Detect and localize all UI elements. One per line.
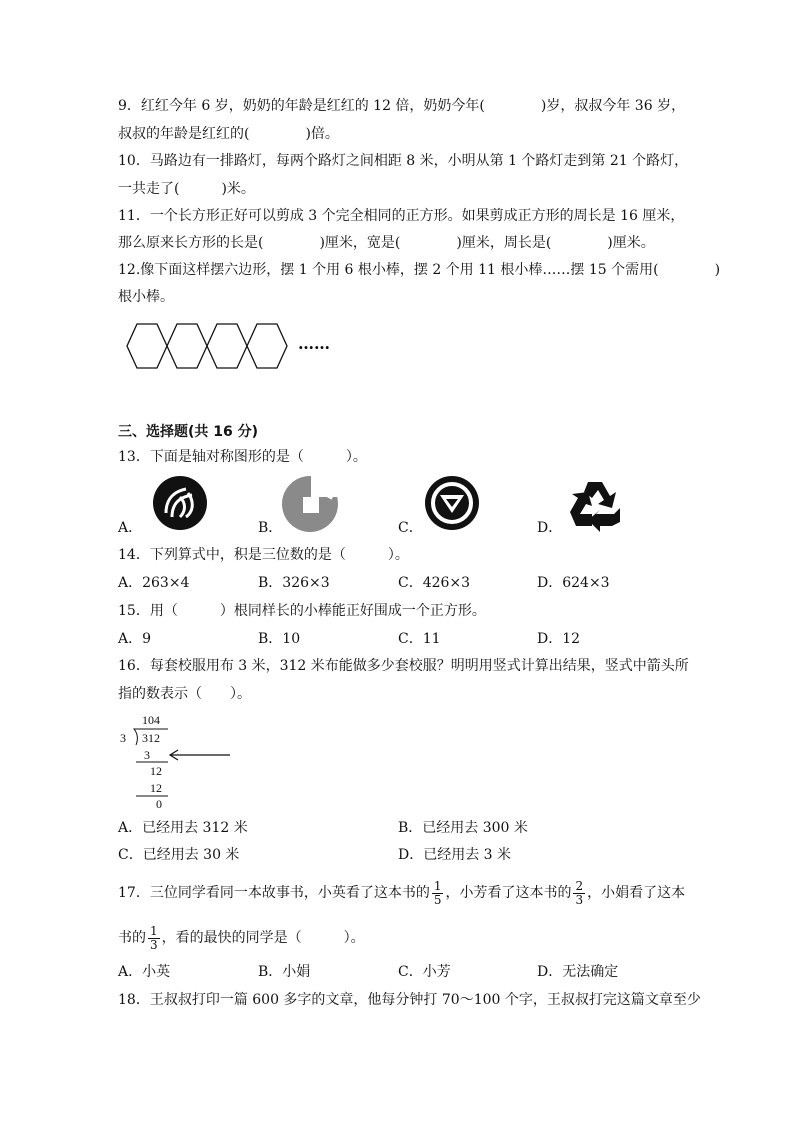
division-divisor: 3 (120, 731, 126, 745)
q11-line2: 那么原来长方形的长是( )厘米，宽是( )厘米，周长是( )厘米。 (118, 235, 655, 251)
hexagon-2 (167, 324, 207, 368)
q16-line1: 16．每套校服用布 3 米，312 米布能做多少套校服？明明用竖式计算出结果，竖式中箭头所 (118, 658, 689, 674)
q16-line2: 指的数表示（ ）。 (118, 686, 251, 702)
q17-option-d[interactable]: D．无法确定 (537, 964, 619, 980)
q16-option-c[interactable]: C．已经用去 30 米 (118, 847, 240, 863)
fraction-two-thirds: $\frac{2}{3}$ (575, 878, 584, 907)
q14-option-c[interactable]: C．426×3 (398, 575, 471, 591)
q13-option-c[interactable]: C． (398, 520, 423, 536)
q16-option-b[interactable]: B．已经用去 300 米 (398, 820, 528, 836)
division-dividend: 312 (142, 731, 160, 745)
q15-option-a[interactable]: A．9 (118, 631, 152, 647)
arrow (170, 750, 230, 760)
q16-option-a[interactable]: A．已经用去 312 米 (118, 820, 248, 836)
q15-stem: 15．用（ ）根同样长的小棒能正好围成一个正方形。 (118, 603, 486, 619)
q17-option-b[interactable]: B．小娟 (258, 964, 311, 980)
division-quotient: 104 (142, 713, 160, 727)
q13-option-b[interactable]: B． (258, 520, 283, 536)
hexagon-4 (247, 324, 287, 368)
q17-text-2: ，小芳看了这本书的 (445, 885, 572, 901)
long-division-figure (118, 712, 238, 812)
q16-option-d[interactable]: D．已经用去 3 米 (398, 847, 512, 863)
q14-stem: 14．下列算式中，积是三位数的是（ ）。 (118, 547, 409, 563)
hexagon-row-figure (125, 321, 295, 371)
q13-option-d[interactable]: D． (537, 520, 563, 536)
q17-text-3: ，小娟看了这本 (587, 885, 686, 901)
q13-stem: 13．下面是轴对称图形的是（ ）。 (118, 449, 367, 465)
fraction-one-fifth: $\frac{1}{5}$ (433, 878, 442, 907)
recycle-icon (566, 478, 624, 530)
q15-option-b[interactable]: B．10 (258, 631, 301, 647)
q14-option-b[interactable]: B．326×3 (258, 575, 330, 591)
q15-option-c[interactable]: C．11 (398, 631, 441, 647)
q9-line2: 叔叔的年龄是红红的( )倍。 (118, 126, 339, 142)
q17-text-1: 17．三位同学看同一本故事书，小英看了这本书的 (118, 885, 430, 901)
q17-text-5: ，看的最快的同学是（ ）。 (161, 930, 365, 946)
q15-option-d[interactable]: D．12 (537, 631, 581, 647)
q17-line2 (118, 923, 365, 953)
q17-option-c[interactable]: C．小芳 (398, 964, 451, 980)
ellipsis: …… (298, 334, 330, 353)
q14-option-a[interactable]: A．263×4 (118, 575, 190, 591)
q9-line1: 9．红红今年 6 岁，奶奶的年龄是红红的 12 倍，奶奶今年( )岁，叔叔今年 36 岁， (118, 98, 686, 114)
bank-logo-icon (281, 475, 339, 533)
q17-text-4: 书的 (118, 930, 146, 946)
division-step2: 12 (150, 764, 162, 778)
q10-line1: 10．马路边有一排路灯，每两个路灯之间相距 8 米，小明从第 1 个路灯走到第 21 个路灯， (118, 153, 689, 169)
q18-line1: 18．王叔叔打印一篇 600 多字的文章，他每分钟打 70～100 个字，王叔叔打完这篇文章至少 (118, 992, 701, 1008)
q11-line1: 11．一个长方形正好可以剪成 3 个完全相同的正方形。如果剪成正方形的周长是 16 厘米， (118, 208, 685, 224)
emblem-logo-icon (424, 475, 480, 531)
division-step3: 12 (150, 781, 162, 795)
q17-option-a[interactable]: A．小英 (118, 964, 171, 980)
q14-option-d[interactable]: D．624×3 (537, 575, 610, 591)
division-remainder: 0 (156, 797, 162, 811)
fraction-one-third: $\frac{1}{3}$ (150, 923, 158, 952)
hexagon-1 (127, 324, 167, 368)
division-step1: 3 (144, 748, 150, 762)
q17-line1 (118, 878, 685, 908)
section-title: 三、选择题(共 16 分) (118, 424, 259, 440)
hexagon-3 (207, 324, 247, 368)
q10-line2: 一共走了( )米。 (118, 181, 255, 197)
china-mobile-logo-icon (152, 475, 208, 531)
q13-option-a[interactable]: A． (118, 520, 143, 536)
q12-line1: 12.像下面这样摆六边形，摆 1 个用 6 根小棒，摆 2 个用 11 根小棒……摆 15 个需用( ) (118, 262, 721, 278)
q12-line2: 根小棒。 (118, 289, 174, 305)
